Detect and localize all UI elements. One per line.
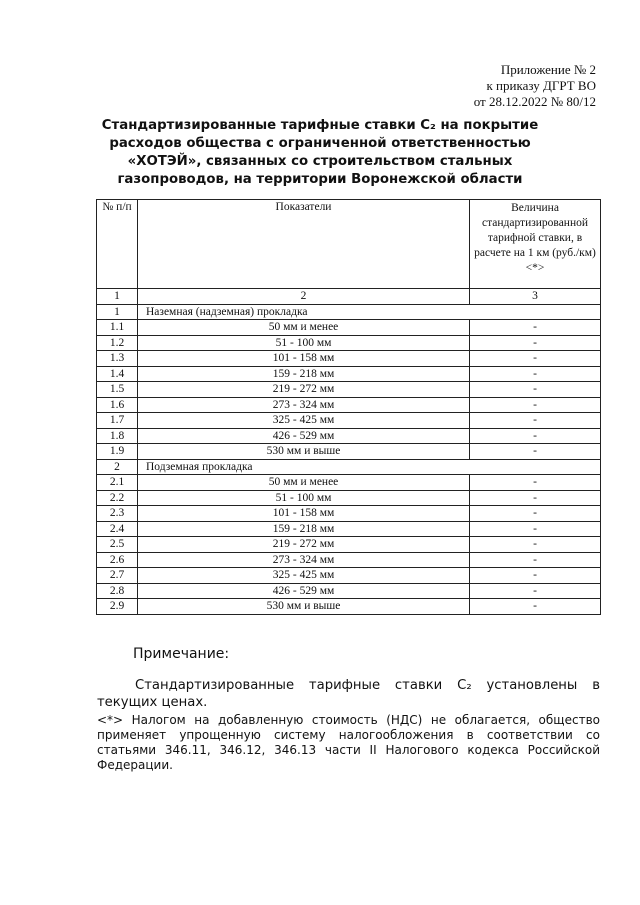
row-label: 51 - 100 мм — [138, 335, 470, 351]
table-row — [97, 397, 601, 413]
row-label: 101 - 158 мм — [138, 351, 470, 367]
table-row — [97, 552, 601, 568]
table-row — [97, 335, 601, 351]
table-row — [97, 506, 601, 522]
row-value: - — [470, 366, 601, 382]
row-label: 273 - 324 мм — [138, 552, 470, 568]
header-value: Величина стандартизированной тарифной ставки, в расчете на 1 км (руб./км) <*> — [470, 200, 601, 289]
column-number-row — [97, 289, 601, 305]
row-label: 219 - 272 мм — [138, 382, 470, 398]
section-num: 1 — [97, 304, 138, 320]
row-value: - — [470, 413, 601, 429]
row-num: 1.6 — [97, 397, 138, 413]
row-label: 159 - 218 мм — [138, 521, 470, 537]
header-num: № п/п — [97, 200, 138, 289]
row-num: 2.7 — [97, 568, 138, 584]
section-num: 2 — [97, 459, 138, 475]
col-number-2: 2 — [138, 289, 470, 305]
note-paragraph: Стандартизированные тарифные ставки С₂ установлены в текущих ценах. — [97, 678, 600, 710]
section-row — [97, 459, 601, 475]
col-number-3: 3 — [470, 289, 601, 305]
appendix-date: от 28.12.2022 № 80/12 — [473, 94, 596, 109]
row-label: 426 - 529 мм — [138, 428, 470, 444]
row-value: - — [470, 444, 601, 460]
row-num: 2.3 — [97, 506, 138, 522]
table-header-row — [97, 200, 601, 289]
row-value: - — [470, 490, 601, 506]
section-label: Наземная (надземная) прокладка — [138, 304, 601, 320]
row-value: - — [470, 475, 601, 491]
table-row — [97, 351, 601, 367]
appendix-reference — [474, 62, 596, 110]
col-number-1: 1 — [97, 289, 138, 305]
row-label: 325 - 425 мм — [138, 413, 470, 429]
table-row — [97, 537, 601, 553]
row-value: - — [470, 397, 601, 413]
table-row — [97, 320, 601, 336]
row-value: - — [470, 552, 601, 568]
section-label: Подземная прокладка — [138, 459, 601, 475]
note-footnote: <*> Налогом на добавленную стоимость (НДС) не облагается, общество применяет упрощенную систему налогообложения в соответствии со статьями 346.11, 346.12, 346.13 части II Налогового кодекса Российской Федерации. — [97, 713, 600, 772]
row-num: 1.2 — [97, 335, 138, 351]
row-label: 51 - 100 мм — [138, 490, 470, 506]
table-row — [97, 444, 601, 460]
appendix-number: Приложение № 2 — [500, 62, 596, 77]
row-num: 1.8 — [97, 428, 138, 444]
appendix-order: к приказу ДГРТ ВО — [486, 78, 596, 93]
document-title: Стандартизированные тарифные ставки С₂ на покрытие расходов общества с ограниченной ответственностью «ХОТЭЙ», связанных со строительством стальных газопроводов, на территории Воронежской области — [101, 118, 539, 187]
tariff-table — [96, 199, 601, 615]
table-row — [97, 521, 601, 537]
row-value: - — [470, 382, 601, 398]
row-value: - — [470, 320, 601, 336]
row-value: - — [470, 599, 601, 615]
row-num: 1.4 — [97, 366, 138, 382]
row-label: 426 - 529 мм — [138, 583, 470, 599]
row-value: - — [470, 537, 601, 553]
row-num: 1.7 — [97, 413, 138, 429]
row-value: - — [470, 428, 601, 444]
row-num: 2.9 — [97, 599, 138, 615]
row-value: - — [470, 521, 601, 537]
row-label: 325 - 425 мм — [138, 568, 470, 584]
table-row — [97, 475, 601, 491]
row-num: 1.9 — [97, 444, 138, 460]
table-row — [97, 382, 601, 398]
header-indicators: Показатели — [138, 200, 470, 289]
row-num: 1.1 — [97, 320, 138, 336]
row-num: 2.2 — [97, 490, 138, 506]
row-label: 219 - 272 мм — [138, 537, 470, 553]
section-row — [97, 304, 601, 320]
row-value: - — [470, 506, 601, 522]
table-row — [97, 366, 601, 382]
table-row — [97, 583, 601, 599]
note-heading: Примечание: — [133, 646, 230, 662]
row-value: - — [470, 583, 601, 599]
table-row — [97, 568, 601, 584]
table-row — [97, 490, 601, 506]
row-label: 530 мм и выше — [138, 599, 470, 615]
row-num: 2.8 — [97, 583, 138, 599]
row-value: - — [470, 568, 601, 584]
row-label: 50 мм и менее — [138, 475, 470, 491]
table-row — [97, 428, 601, 444]
row-num: 2.1 — [97, 475, 138, 491]
row-num: 2.4 — [97, 521, 138, 537]
row-label: 273 - 324 мм — [138, 397, 470, 413]
row-label: 50 мм и менее — [138, 320, 470, 336]
table-row — [97, 413, 601, 429]
row-num: 1.5 — [97, 382, 138, 398]
row-label: 530 мм и выше — [138, 444, 470, 460]
row-label: 101 - 158 мм — [138, 506, 470, 522]
row-num: 2.5 — [97, 537, 138, 553]
table-row — [97, 599, 601, 615]
row-value: - — [470, 351, 601, 367]
row-value: - — [470, 335, 601, 351]
row-num: 2.6 — [97, 552, 138, 568]
row-label: 159 - 218 мм — [138, 366, 470, 382]
row-num: 1.3 — [97, 351, 138, 367]
